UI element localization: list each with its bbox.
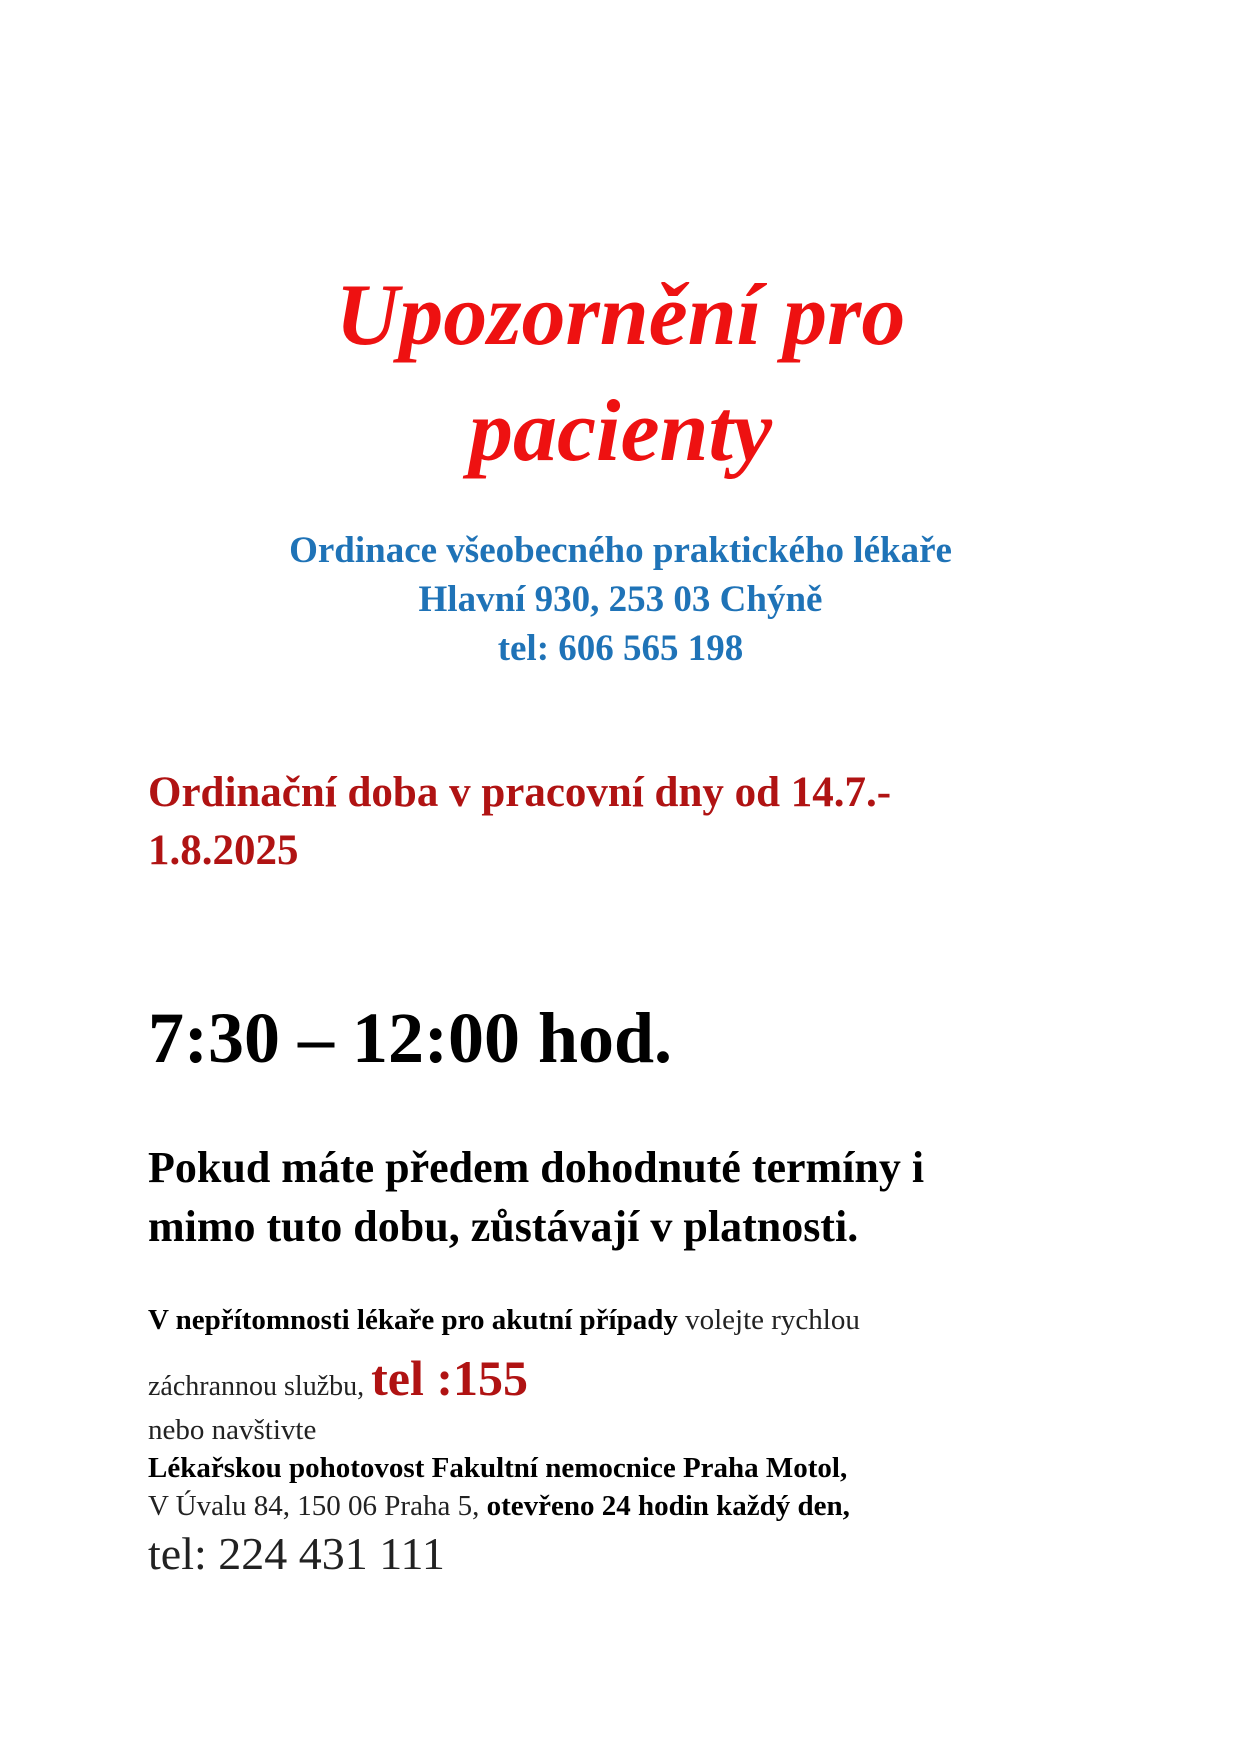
notice-title-line1: Upozornění pro bbox=[335, 267, 906, 364]
office-hours-heading-line1: Ordinační doba v pracovní dny od 14.7.- bbox=[148, 769, 892, 816]
appointments-note-line1: Pokud máte předem dohodnuté termíny i bbox=[148, 1143, 925, 1192]
rescue-service bbox=[148, 1348, 528, 1417]
appointments-note bbox=[148, 1138, 1148, 1256]
hospital-address: V Úvalu 84, 150 06 Praha 5, bbox=[148, 1490, 487, 1522]
hospital-name: Lékařskou pohotovost Fakultní nemocnice Praha Motol, bbox=[148, 1452, 848, 1484]
clinic-info bbox=[0, 526, 1241, 673]
clinic-name: Ordinace všeobecného praktického lékaře bbox=[289, 530, 952, 571]
hospital-phone: tel: 224 431 111 bbox=[148, 1528, 445, 1579]
office-hours-heading bbox=[148, 764, 1108, 880]
emergency-intro-bold: V nepřítomnosti lékaře pro akutní případy bbox=[148, 1304, 678, 1336]
notice-title bbox=[0, 258, 1241, 490]
rescue-service-text: záchrannou službu, bbox=[148, 1371, 372, 1402]
appointments-note-line2: mimo tuto dobu, zůstávají v platnosti. bbox=[148, 1202, 859, 1251]
notice-title-line2: pacienty bbox=[468, 383, 772, 480]
clinic-phone: tel: 606 565 198 bbox=[497, 628, 744, 669]
emergency-intro-rest: volejte rychlou bbox=[677, 1304, 860, 1336]
clinic-address: Hlavní 930, 253 03 Chýně bbox=[418, 579, 823, 620]
emergency-intro bbox=[148, 1300, 860, 1340]
or-visit-text: nebo navštivte bbox=[148, 1414, 317, 1446]
office-hours-heading-line2: 1.8.2025 bbox=[148, 827, 299, 874]
hospital-address-line bbox=[148, 1486, 850, 1526]
office-hours-time: 7:30 – 12:00 hod. bbox=[148, 998, 673, 1078]
hospital-open-hours: otevřeno 24 hodin každý den, bbox=[486, 1490, 850, 1522]
rescue-phone: tel :155 bbox=[371, 1350, 529, 1406]
